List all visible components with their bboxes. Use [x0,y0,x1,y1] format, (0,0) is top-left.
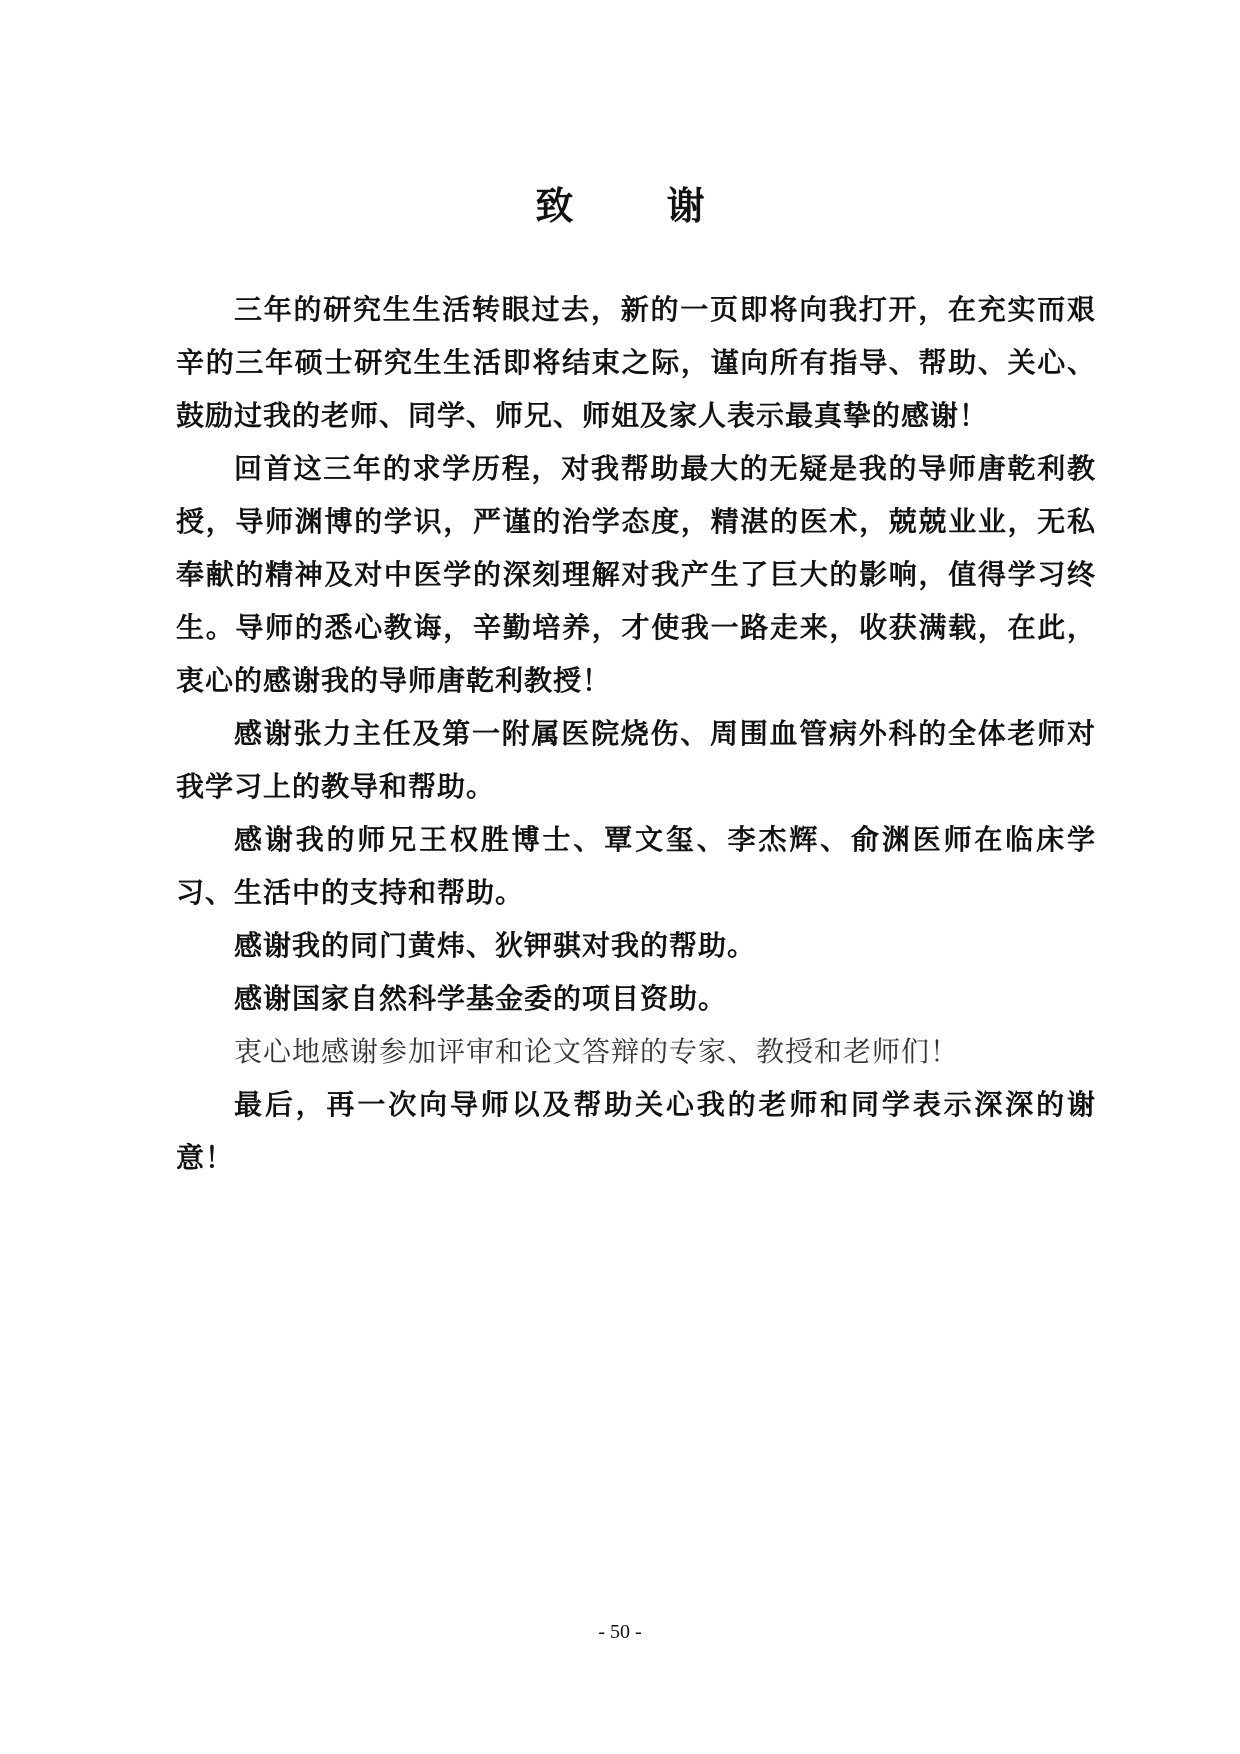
paragraph-5: 感谢我的同门黄炜、狄钾骐对我的帮助。 [234,929,757,962]
paragraph-8: 最后，再一次向导师以及帮助关心我的老师和同学表示深深的谢意！ [176,1088,1096,1174]
paragraph-1: 三年的研究生生活转眼过去，新的一页即将向我打开，在充实而艰辛的三年硕士研究生生活即将结束之际，谨向所有指导、帮助、关心、鼓励过我的老师、同学、师兄、师姐及家人表示最真挚的感谢！ [176,293,1096,432]
paragraph-3: 感谢张力主任及第一附属医院烧伤、周围血管病外科的全体老师对我学习上的教导和帮助。 [176,717,1096,803]
paragraph-7: 衷心地感谢参加评审和论文答辩的专家、教授和老师们！ [234,1035,960,1068]
paragraph-2: 回首这三年的求学历程，对我帮助最大的无疑是我的导师唐乾利教授，导师渊博的学识，严谨的治学态度，精湛的医术，兢兢业业，无私奉献的精神及对中医学的深刻理解对我产生了巨大的影响，值得学习终生。导师的悉心教诲，辛勤培养，才使我一路走来，收获满载，在此，衷心的感谢我的导师唐乾利教授！ [176,452,1096,697]
acknowledgement-body [176,283,1096,1184]
page-number: - 50 - [598,1621,642,1643]
page-title: 致 谢 [535,183,745,228]
paragraph-4: 感谢我的师兄王权胜博士、覃文玺、李杰辉、俞渊医师在临床学习、生活中的支持和帮助。 [176,823,1096,909]
paragraph-6: 感谢国家自然科学基金委的项目资助。 [234,982,728,1015]
